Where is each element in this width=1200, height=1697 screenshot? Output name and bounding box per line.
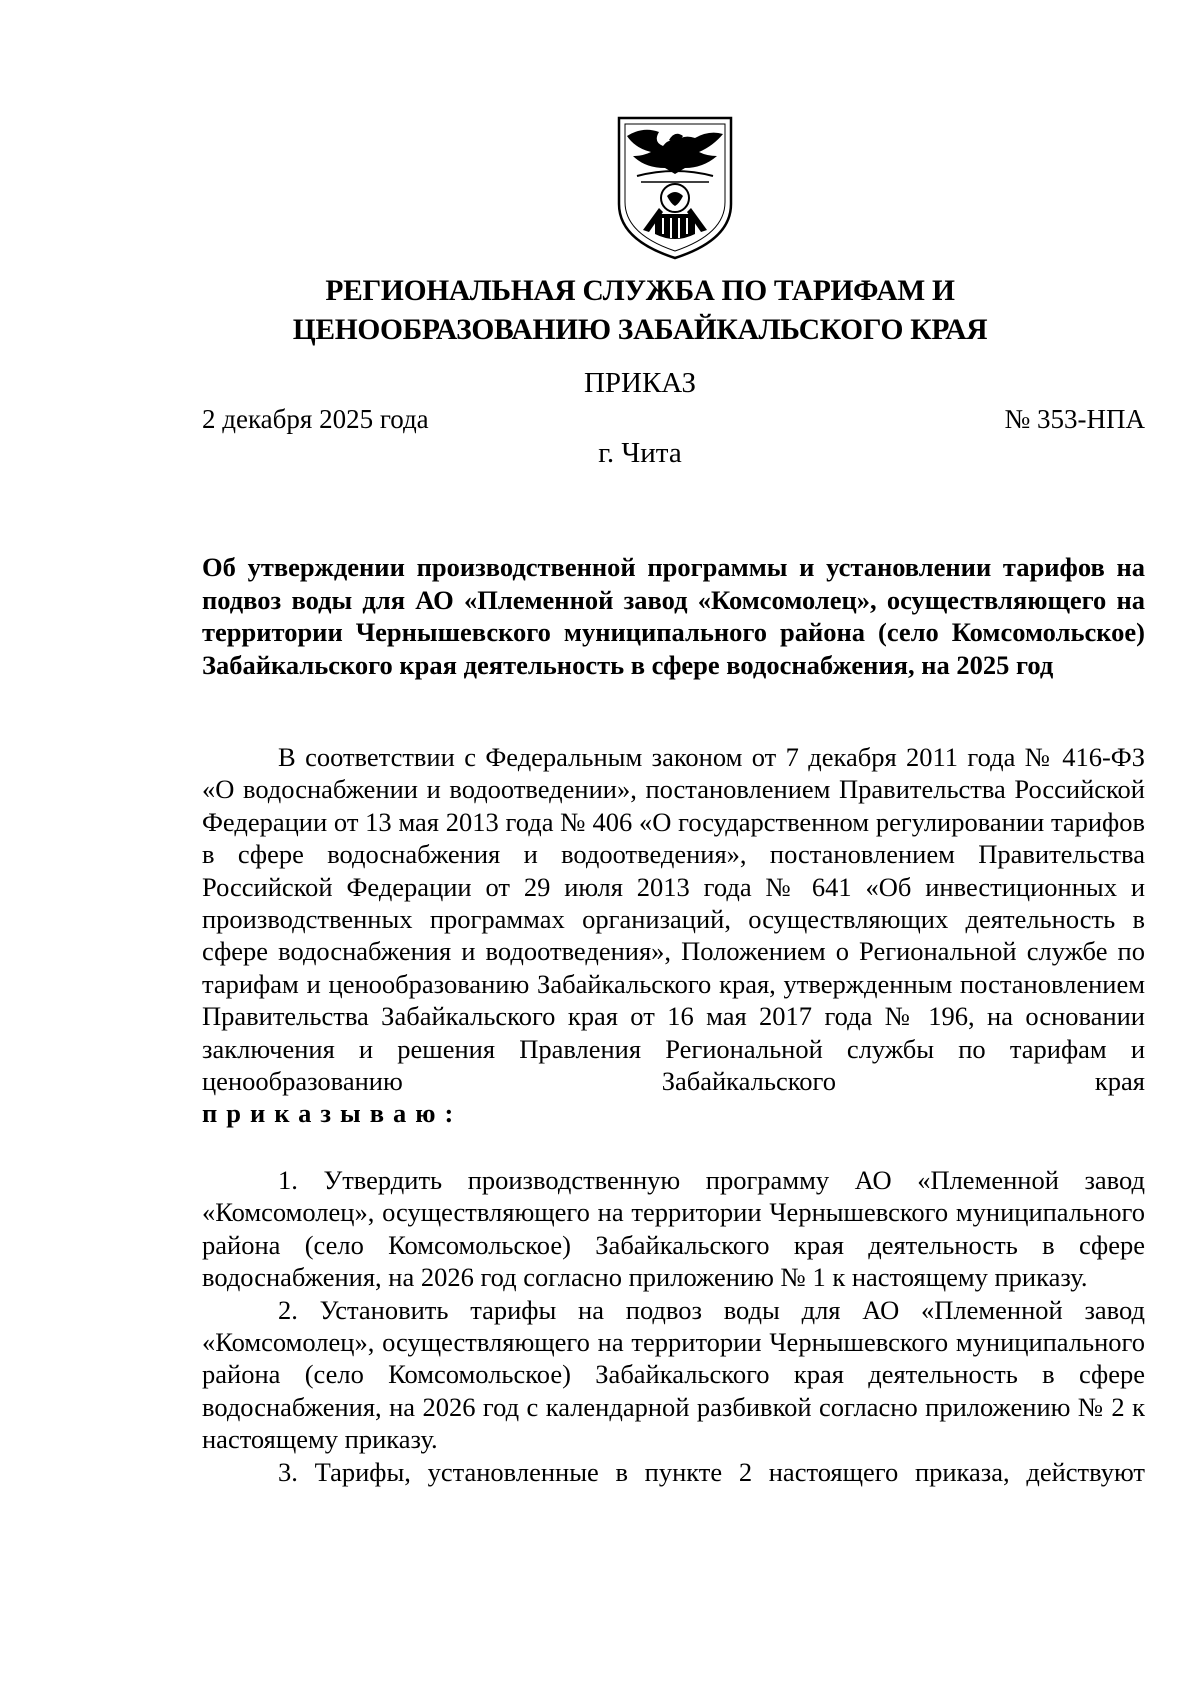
item-3-paragraph: 3. Тарифы, установленные в пункте 2 настоящего приказа, действуют	[278, 1456, 1145, 1487]
document-number: № 353-НПА	[1004, 404, 1145, 434]
document-subject: Об утверждении производственной программы и установлении тарифов на подвоз воды для АО «Племенной завод «Комсомолец», осуществляющего на территории Чернышевского муниципального района (село Комсомольское) Забайкальского края деятельность в сфере водоснабжения, на 2025 год	[202, 552, 1145, 680]
coat-of-arms-icon	[613, 112, 737, 262]
preamble-paragraph: В соответствии с Федеральным законом от 7 декабря 2011 года № 416-ФЗ «О водоснабжении и водоотведении», постановлением Правительства Российской Федерации от 13 мая 2013 года № 406 «О государственном регулировании тарифов в сфере водоснабжения и водоотведения», постановлением Правительства Российской Федерации от 29 июля 2013 года № 641 «Об инвестиционных и производственных программах организаций, осуществляющих деятельность в сфере водоснабжения и водоотведения», Положением о Региональной службе по тарифам и ценообразованию Забайкальского края, утвержденным постановлением Правительства Забайкальского края от 16 мая 2017 года № 196, на основании заключения и решения Правления Региональной службы по тарифам и ценообразованию Забайкальского края	[202, 742, 1145, 1097]
order-word: приказываю:	[202, 1098, 463, 1129]
organization-title-line-1: РЕГИОНАЛЬНАЯ СЛУЖБА ПО ТАРИФАМ И	[325, 275, 955, 307]
item-1-paragraph: 1. Утвердить производственную программу АО «Племенной завод «Комсомолец», осуществляющего на территории Чернышевского муниципального района (село Комсомольское) Забайкальского края деятельность в сфере водоснабжения, на 2026 год согласно приложению № 1 к настоящему приказу.	[202, 1164, 1145, 1293]
item-2-paragraph: 2. Установить тарифы на подвоз воды для АО «Племенной завод «Комсомолец», осуществляющего на территории Чернышевского муниципального района (село Комсомольское) Забайкальского края деятельность в сфере водоснабжения, на 2026 год с календарной разбивкой согласно приложению № 2 к настоящему приказу.	[202, 1294, 1145, 1455]
document-date: 2 декабря 2025 года	[202, 404, 429, 434]
document-city: г. Чита	[598, 437, 682, 469]
organization-title-line-2: ЦЕНООБРАЗОВАНИЮ ЗАБАЙКАЛЬСКОГО КРАЯ	[292, 314, 988, 346]
document-body	[202, 741, 1145, 1488]
document-type: ПРИКАЗ	[583, 367, 697, 399]
paragraph-gap	[202, 1130, 1145, 1164]
organization-title	[200, 272, 1080, 350]
